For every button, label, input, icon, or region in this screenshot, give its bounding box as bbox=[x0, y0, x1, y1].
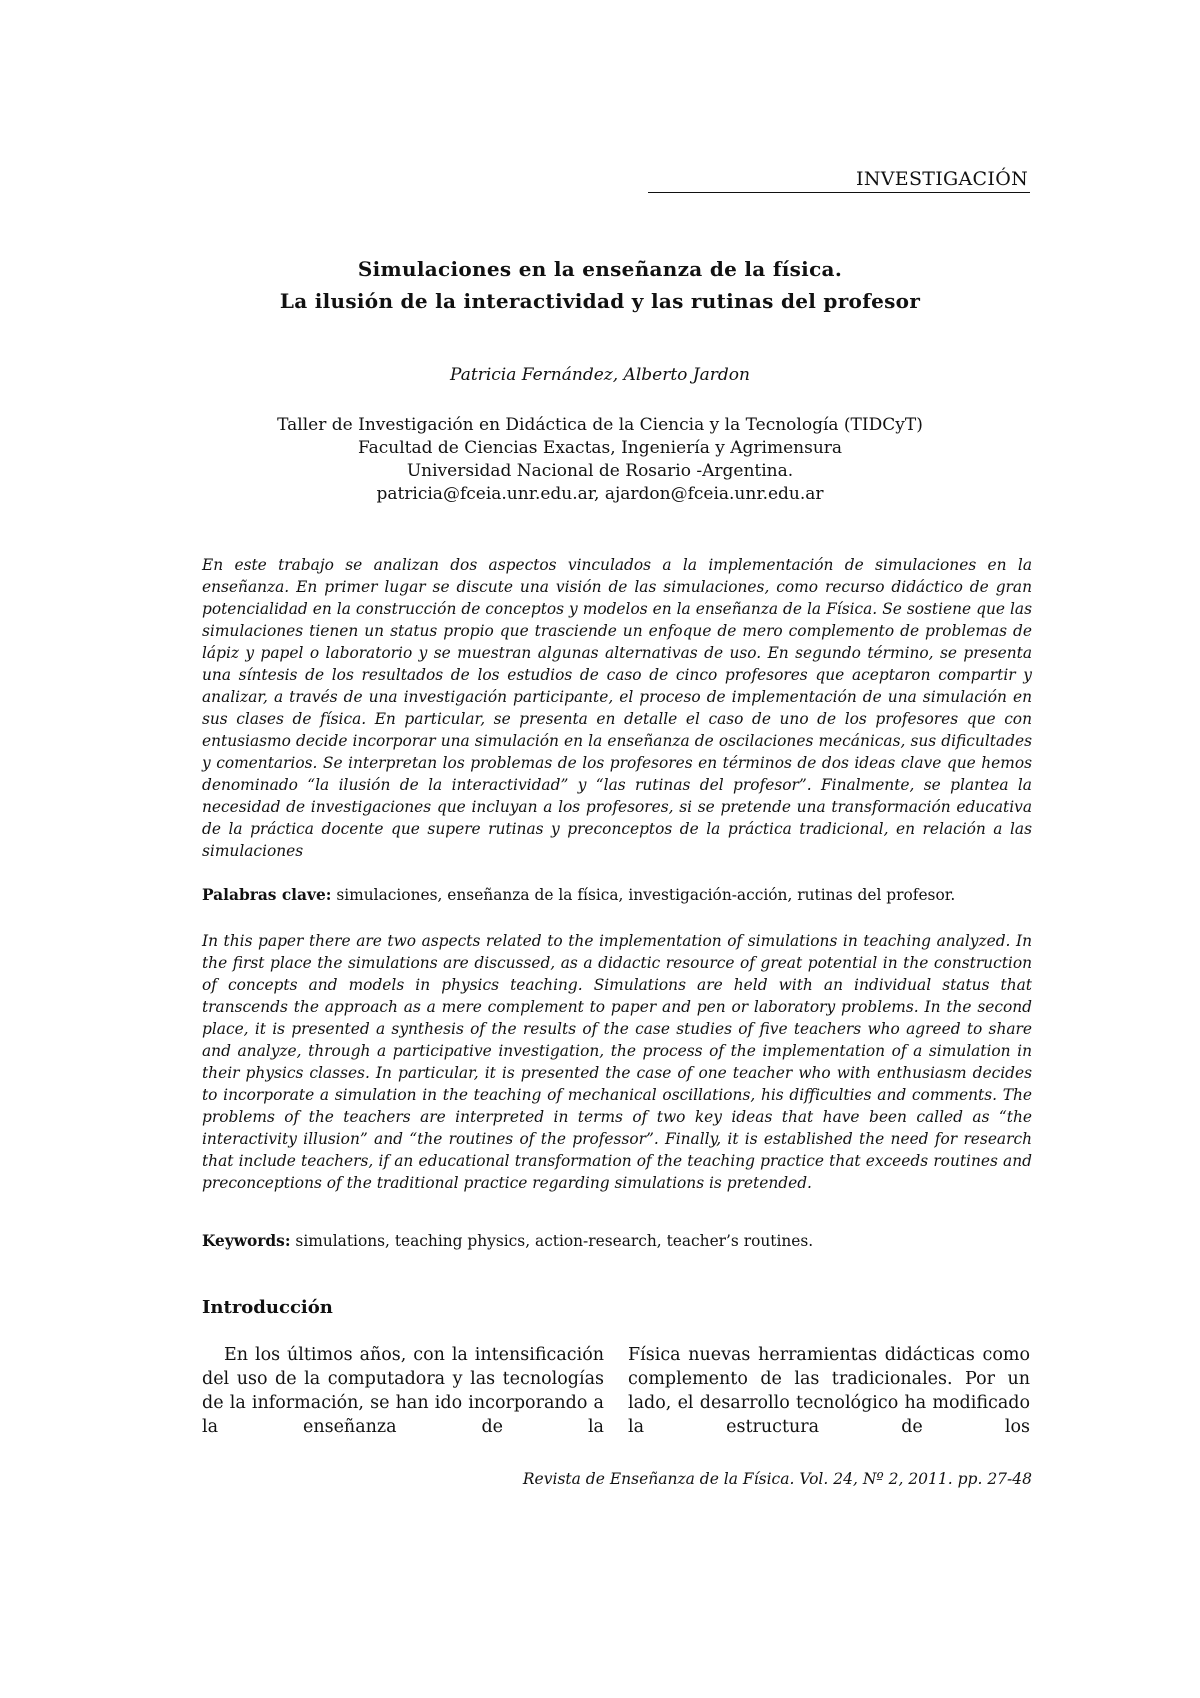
title-line-1: Simulaciones en la enseñanza de la física. bbox=[357, 257, 843, 281]
body-column-right: Física nuevas herramientas didácticas como complemento de las tradicionales. Por un lado, el desarrollo tecnológico ha modificado la estructura de los bbox=[628, 1345, 1030, 1437]
affiliation-block bbox=[170, 414, 1030, 506]
section-label: INVESTIGACIÓN bbox=[856, 168, 1028, 190]
abstract-spanish: En este trabajo se analizan dos aspectos vinculados a la implementación de simulaciones en la enseñanza. En primer lugar se discute una visión de las simulaciones, como recurso didáctico de gran potencialidad en la construcción de conceptos y modelos en la enseñanza de la Física. Se sostiene que las simulaciones tienen un status propio que trasciende un enfoque de mero complemento de problemas de lápiz y papel o laboratorio y se muestran algunas alternativas de uso. En segundo término, se presenta una síntesis de los resultados de los estudios de caso de cinco profesores que aceptaron compartir y analizar, a través de una investigación participante, el proceso de implementación de una simulación en sus clases de física. En particular, se presenta en detalle el caso de uno de los profesores que con entusiasmo decide incorporar una simulación en la enseñanza de oscilaciones mecánicas, sus dificultades y comentarios. Se interpretan los problemas de los profesores en términos de dos ideas clave que hemos denominado “la ilusión de la interactividad” y “las rutinas del profesor”. Finalmente, se plantea la necesidad de investigaciones que incluyan a los profesores, si se pretende una transformación educativa de la práctica docente que supere rutinas y preconceptos de la práctica tradicional, en relación a las simulaciones bbox=[202, 556, 1032, 860]
keywords-spanish bbox=[202, 884, 1032, 906]
keywords-values: simulations, teaching physics, action-research, teacher’s routines. bbox=[295, 1232, 814, 1250]
affiliation-line-3: Universidad Nacional de Rosario -Argentina. bbox=[406, 461, 794, 481]
title-line-2: La ilusión de la interactividad y las rutinas del profesor bbox=[279, 289, 921, 313]
affiliation-line-1: Taller de Investigación en Didáctica de la Ciencia y la Tecnología (TIDCyT) bbox=[277, 415, 923, 435]
paper-title bbox=[170, 253, 1030, 317]
section-heading-introduction: Introducción bbox=[202, 1297, 333, 1318]
keywords-values: simulaciones, enseñanza de la física, investigación-acción, rutinas del profesor. bbox=[336, 886, 956, 904]
keywords-label: Keywords: bbox=[202, 1232, 291, 1250]
journal-citation: Revista de Enseñanza de la Física. Vol. 24, Nº 2, 2011. pp. 27-48 bbox=[522, 1470, 1032, 1488]
author-list: Patricia Fernández, Alberto Jardon bbox=[450, 365, 750, 385]
body-column-left: En los últimos años, con la intensificación del uso de la computadora y las tecnologías de la información, se han ido incorporando a la enseñanza de la bbox=[202, 1345, 604, 1437]
author-emails: patricia@fceia.unr.edu.ar, ajardon@fceia.unr.edu.ar bbox=[376, 484, 824, 504]
header-rule bbox=[648, 192, 1030, 193]
keywords-label: Palabras clave: bbox=[202, 886, 332, 904]
abstract-english: In this paper there are two aspects related to the implementation of simulations in teaching analyzed. In the first place the simulations are discussed, as a didactic resource of great potential in the construction of concepts and models in physics teaching. Simulations are held with an individual status that transcends the approach as a mere complement to paper and pen or laboratory problems. In the second place, it is presented a synthesis of the results of the case studies of five teachers who agreed to share and analyze, through a participative investigation, the process of the implementation of a simulation in their physics classes. In particular, it is presented the case of one teacher who with enthusiasm decides to incorporate a simulation in the teaching of mechanical oscillations, his difficulties and comments. The problems of the teachers are interpreted in terms of two key ideas that have been called as “the interactivity illusion” and “the routines of the professor”. Finally, it is established the need for research that include teachers, if an educational transformation of the teaching practice that exceeds routines and preconceptions of the traditional practice regarding simulations is pretended. bbox=[202, 932, 1032, 1192]
keywords-english bbox=[202, 1230, 1032, 1252]
affiliation-line-2: Facultad de Ciencias Exactas, Ingeniería y Agrimensura bbox=[357, 438, 843, 458]
